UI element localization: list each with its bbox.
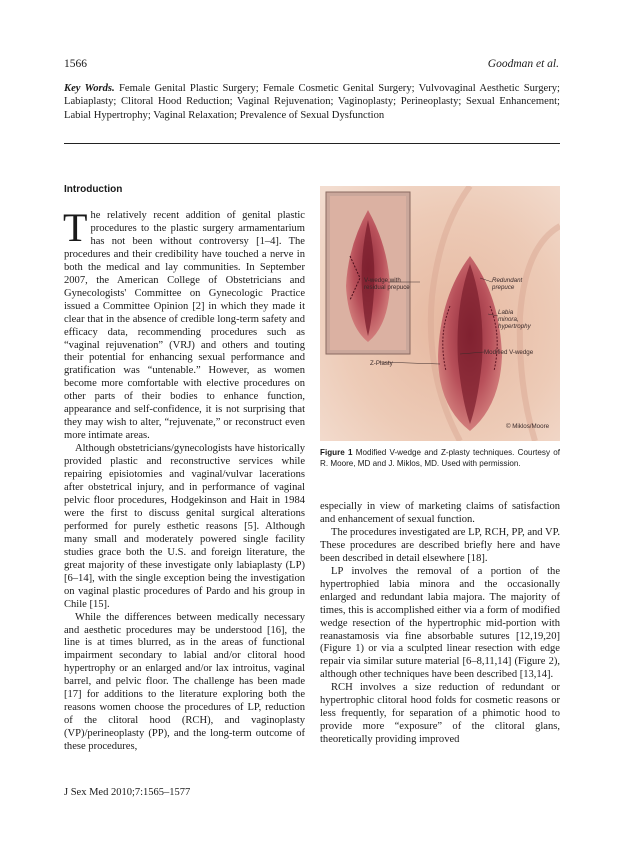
paragraph: Although obstetricians/gynecologists have historically provided plastic and reconstructive services while repairing episiotomies and vaginal/vulvar lacerations after obstetrical injury, and in performance of vaginal pelvic floor procedures, Hodgekinson and Hait in 1984 were the first to discuss genital surgical alterations performed for purely esthetic reasons [5]. Although many small and moderately powered single facility studies grace both the U.S. and foreign literature, the great majority of these investigate only labiaplasty (LP) [6–14], with the single exception being the investigation on vaginal plastic procedures of Pardo and his group in Chile [15]. [64, 443, 305, 610]
label-modified: Modified V-wedge [484, 349, 534, 356]
label-redundant: Redundant [492, 277, 523, 284]
section-divider [64, 143, 560, 144]
label-v-wedge-2: residual prepuce [364, 284, 410, 291]
label-hypertrophy: hypertrophy [498, 323, 531, 330]
keywords-block [64, 82, 560, 122]
label-prepuce: prepuce [492, 284, 515, 291]
keywords-label: Key Words. [64, 83, 115, 94]
paragraph: LP involves the removal of a portion of the hypertrophied labia minora and the occasionally enlarged and redundant labia majora. The majority of times, this is accomplished either via a form of modified wedge resection of the hypertrophic mid-portion with reanastamosis via fine absorbable sutures [12,19,20] (Figure 1) or via a sculpted linear resection with edge repair via similar suture material [6–8,11,14] (Figure 2), although other techniques have been described [13,14]. [320, 565, 560, 681]
paragraph: RCH involves a size reduction of redundant or hypertrophic clitoral hood folds for cosmetic reasons or less frequently, for separation of a phimotic hood to provide more “exposure” of the clitoral glans, theoretically providing improved [320, 682, 560, 746]
drop-cap: T [63, 205, 88, 250]
figure-caption [320, 447, 560, 469]
paragraph: While the differences between medically necessary and aesthetic procedures may be understood [16], the line is at times blurred, as in the areas of functional impairment secondary to labial and/or clitoral hood hypertrophy or an enlarged and/or lax introitus, vaginal barrel, and pelvic floor. The challenge has been made [17] for additions to the literature exploring both the reasons women choose the procedures of LP, reduction of the clitoral hood (RCH), and vaginoplasty (VP)/perineoplasty (PP), and the long-term outcome of these procedures, [64, 611, 305, 753]
running-head: Goodman et al. [487, 58, 559, 70]
left-column [63, 205, 305, 754]
paragraph: The procedures investigated are LP, RCH, PP, and VP. These procedures are described briefly here and have been described in detail elsewhere [18]. [320, 526, 560, 564]
label-labia: Labia [498, 309, 514, 316]
figure-caption-label: Figure 1 [320, 448, 353, 457]
paragraph: especially in view of marketing claims of satisfaction and enhancement of sexual function. [320, 501, 560, 525]
label-zplasty: Z-Plasty [370, 360, 393, 367]
figure-illustration [320, 186, 560, 441]
section-heading: Introduction [64, 184, 123, 195]
journal-footer: J Sex Med 2010;7:1565–1577 [64, 787, 191, 798]
paragraph: he relatively recent addition of genital plastic procedures to the plastic surgery armamentarium has not been without controversy [1–4]. The procedures and their credibility have touched a nerve in both the medical and lay communities. In September 2007, the American College of Obstetricians and Gynecologists' Committee on Gynecologic Practice issued a Committee Opinion [2] in which they made it clear that in the absence of credible long-term safety and efficacy data, recommending procedures such as “vaginal rejuvenation” (VRJ) and others and touting their potential for enhancing sexual performance and gratification was “untenable.” However, as women become more comfortable with elective procedures on other parts of their bodies to enhance function, appearance and self-confidence, it is not surprising that they may wish to alter, “rejuvenate,” or reconstruct even more intimate areas. [64, 210, 305, 442]
figure-caption-text: Modified V-wedge and Z-plasty techniques. Courtesy of R. Moore, MD and J. Miklos, MD. Used with permission. [320, 448, 561, 468]
label-minora: minora, [498, 316, 519, 323]
keywords-text: Female Genital Plastic Surgery; Female Cosmetic Genital Surgery; Vulvovaginal Aesthetic Surgery; Labiaplasty; Clitoral Hood Reduction; Vaginal Rejuvenation; Vaginoplasty; Perineoplasty; Sexual Enhancement; Labial Hypertrophy; Vaginal Relaxation; Prevalence of Sexual Dysfunction [64, 83, 560, 121]
label-copyright: © Miklos/Moore [506, 423, 550, 430]
right-column [320, 501, 560, 747]
page-number: 1566 [64, 58, 87, 70]
label-v-wedge: V-wedge with [364, 277, 401, 284]
